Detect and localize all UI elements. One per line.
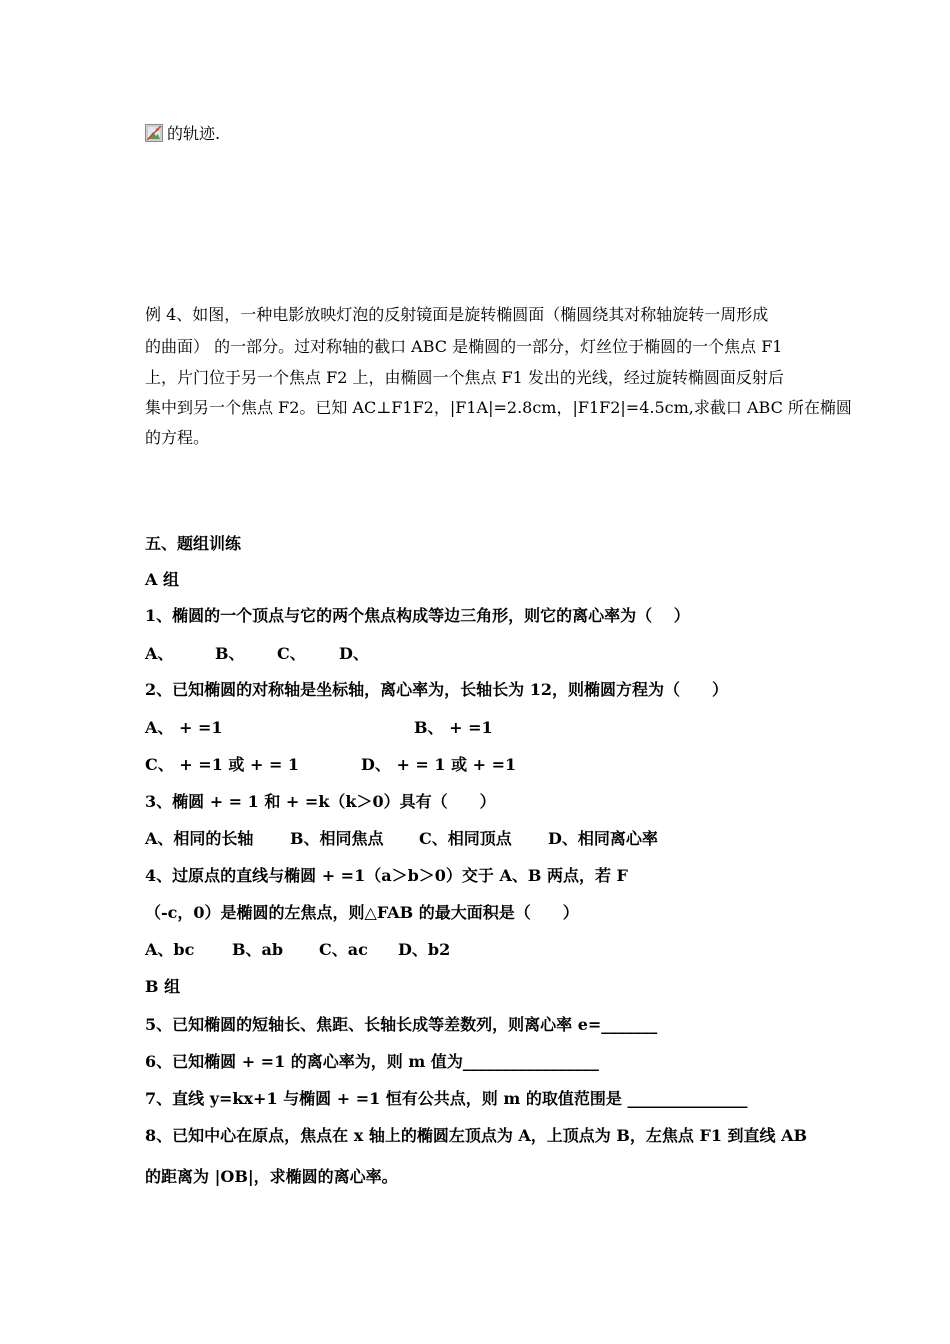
option-d: D、相同离心率 xyxy=(548,829,658,848)
example-4-line: 上，片门位于另一个焦点 F2 上，由椭圆一个焦点 F1 发出的光线，经过旋转椭圆面反射后 xyxy=(145,368,784,387)
example-4-line: 的方程。 xyxy=(145,428,210,447)
trajectory-line xyxy=(145,124,220,144)
example-4-line: 的曲面） 的一部分。过对称轴的截口 ABC 是椭圆的一部分，灯丝位于椭圆的一个焦点 F1 xyxy=(145,337,783,356)
option-a: A、相同的长轴 xyxy=(145,829,254,848)
question-8-line-2: 的距离为 |OB|，求椭圆的离心率。 xyxy=(145,1167,398,1186)
question-6: 6、已知椭圆 + =1 的离心率为，则 m 值为_________________ xyxy=(145,1052,599,1071)
broken-image-icon xyxy=(145,124,163,142)
section-title: 五、题组训练 xyxy=(145,534,242,553)
question-2-option-a: A、 + =1 xyxy=(145,718,223,737)
option-b: B、相同焦点 xyxy=(290,829,384,848)
option-b: B、ab xyxy=(232,940,284,959)
group-b-heading: B 组 xyxy=(145,977,181,996)
question-5: 5、已知椭圆的短轴长、焦距、长轴长成等差数列，则离心率 e=_______ xyxy=(145,1015,658,1034)
question-4-line-1: 4、过原点的直线与椭圆 + =1（a＞b＞0）交于 A、B 两点，若 F xyxy=(145,866,628,885)
question-3-options xyxy=(145,829,658,849)
question-2-option-d: D、 + = 1 或 + =1 xyxy=(361,755,517,774)
question-4-options xyxy=(145,940,450,960)
question-4-line-2: （-c，0）是椭圆的左焦点，则△FAB 的最大面积是（ ） xyxy=(145,903,579,922)
option-c: C、 xyxy=(277,644,306,663)
option-c: C、ac xyxy=(319,940,368,959)
question-2-option-b: B、 + =1 xyxy=(414,718,493,737)
option-d: D、 xyxy=(339,644,369,663)
option-d: D、b2 xyxy=(398,940,451,959)
option-a: A、 xyxy=(145,644,174,663)
option-b: B、 xyxy=(215,644,245,663)
group-a-heading: A 组 xyxy=(145,570,179,589)
example-4-line: 例 4、如图，一种电影放映灯泡的反射镜面是旋转椭圆面（椭圆绕其对称轴旋转一周形成 xyxy=(145,305,769,324)
question-2: 2、已知椭圆的对称轴是坐标轴，离心率为，长轴长为 12，则椭圆方程为（ ） xyxy=(145,680,728,699)
question-1: 1、椭圆的一个顶点与它的两个焦点构成等边三角形，则它的离心率为（ ） xyxy=(145,606,690,625)
example-4-line: 集中到另一个焦点 F2。已知 AC⊥F1F2，|F1A|=2.8cm，|F1F2|=4.5cm,求截口 ABC 所在椭圆 xyxy=(145,398,852,417)
trajectory-text: 的轨迹. xyxy=(167,124,221,143)
question-7: 7、直线 y=kx+1 与椭圆 + =1 恒有公共点，则 m 的取值范围是 _______________ xyxy=(145,1089,748,1108)
option-a: A、bc xyxy=(145,940,195,959)
question-1-options xyxy=(145,644,369,664)
option-c: C、相同顶点 xyxy=(419,829,512,848)
question-8-line-1: 8、已知中心在原点，焦点在 x 轴上的椭圆左顶点为 A，上顶点为 B，左焦点 F1 到直线 AB xyxy=(145,1126,808,1145)
question-2-option-c: C、 + =1 或 + = 1 xyxy=(145,755,300,774)
question-3: 3、椭圆 + = 1 和 + =k（k＞0）具有（ ） xyxy=(145,792,496,811)
